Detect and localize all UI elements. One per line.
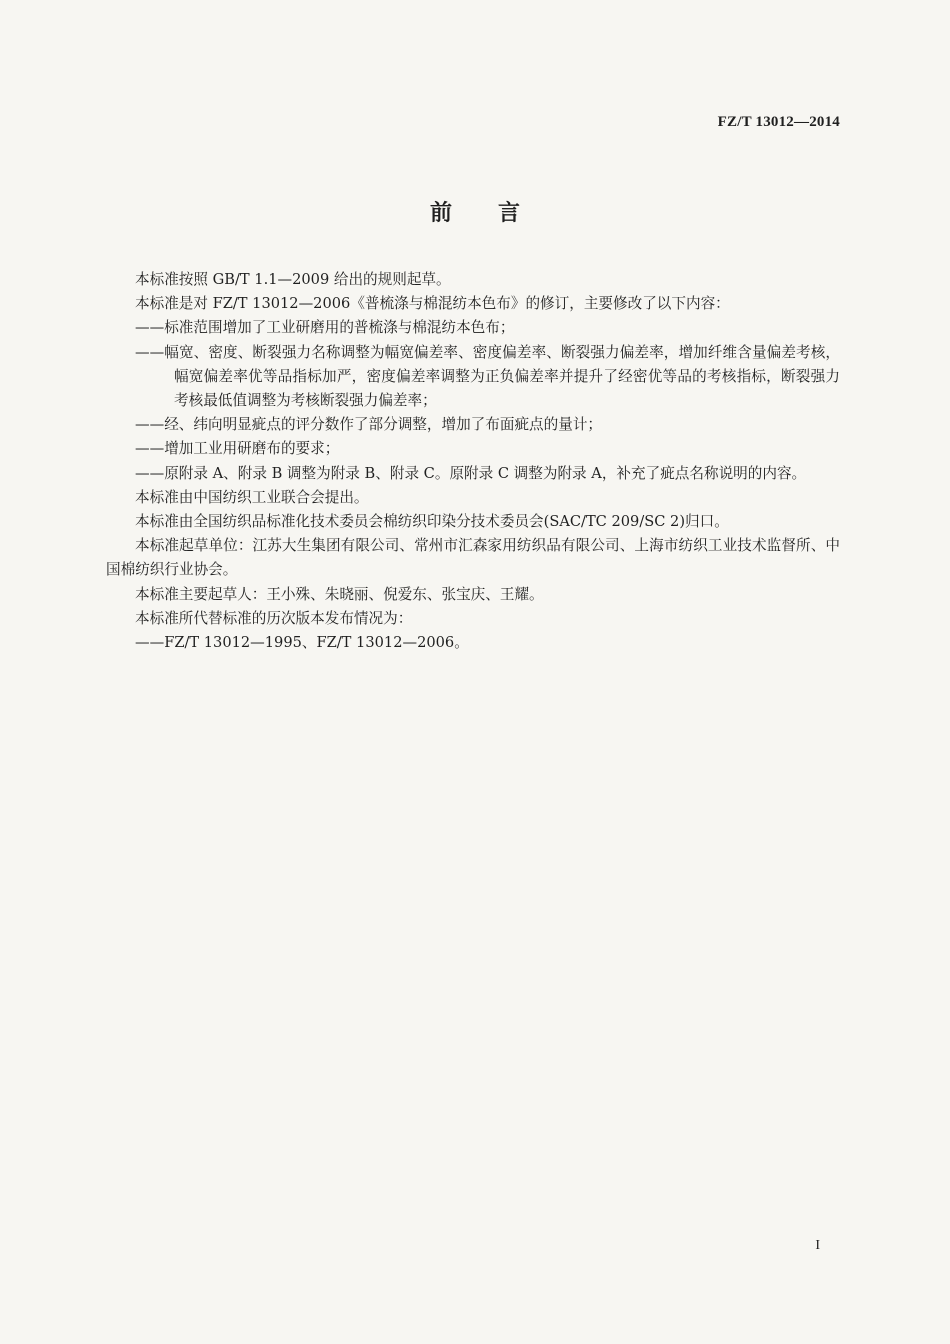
paragraph-drafting-rules: 本标准按照 GB/T 1.1—2009 给出的规则起草。 (135, 271, 451, 288)
paragraph-revision-intro: 本标准是对 FZ/T 13012—2006《普梳涤与棉混纺本色布》的修订，主要修改了以下内容： (135, 295, 730, 313)
paragraph-proposed-by: 本标准由中国纺织工业联合会提出。 (135, 488, 369, 506)
list-item: ——FZ/T 13012—1995、FZ/T 13012—2006。 (135, 634, 469, 652)
foreword-body (106, 268, 840, 655)
list-item: ——经、纬向明显疵点的评分数作了部分调整，增加了布面疵点的量计； (135, 416, 603, 434)
list-item: ——幅宽、密度、断裂强力名称调整为幅宽偏差率、密度偏差率、断裂强力偏差率，增加纤维含量偏差考核，幅宽偏差率优等品指标加严，密度偏差率调整为正负偏差率并提升了经密优等品的考核指标，断裂强力考核最低值调整为考核断裂强力偏差率； (135, 343, 840, 410)
standard-number: FZ/T 13012—2014 (717, 114, 840, 130)
paragraph-administered-by: 本标准由全国纺织品标准化技术委员会棉纺织印染分技术委员会(SAC/TC 209/SC 2)归口。 (135, 513, 729, 531)
paragraph-drafters: 本标准主要起草人：王小殊、朱晓丽、倪爱东、张宝庆、王耀。 (135, 585, 544, 603)
list-item: ——标准范围增加了工业研磨用的普梳涤与棉混纺本色布； (135, 319, 515, 337)
page-number: I (815, 1238, 820, 1253)
paragraph-previous-editions: 本标准所代替标准的历次版本发布情况为： (135, 609, 413, 627)
paragraph-drafting-units: 本标准起草单位：江苏大生集团有限公司、常州市汇森家用纺织品有限公司、上海市纺织工业技术监督所、中国棉纺织行业协会。 (106, 537, 840, 579)
list-item: ——原附录 A、附录 B 调整为附录 B、附录 C。原附录 C 调整为附录 A，补充了疵点名称说明的内容。 (135, 464, 807, 482)
page-title: 前言 (429, 201, 566, 226)
list-item: ——增加工业用研磨布的要求； (135, 440, 340, 458)
